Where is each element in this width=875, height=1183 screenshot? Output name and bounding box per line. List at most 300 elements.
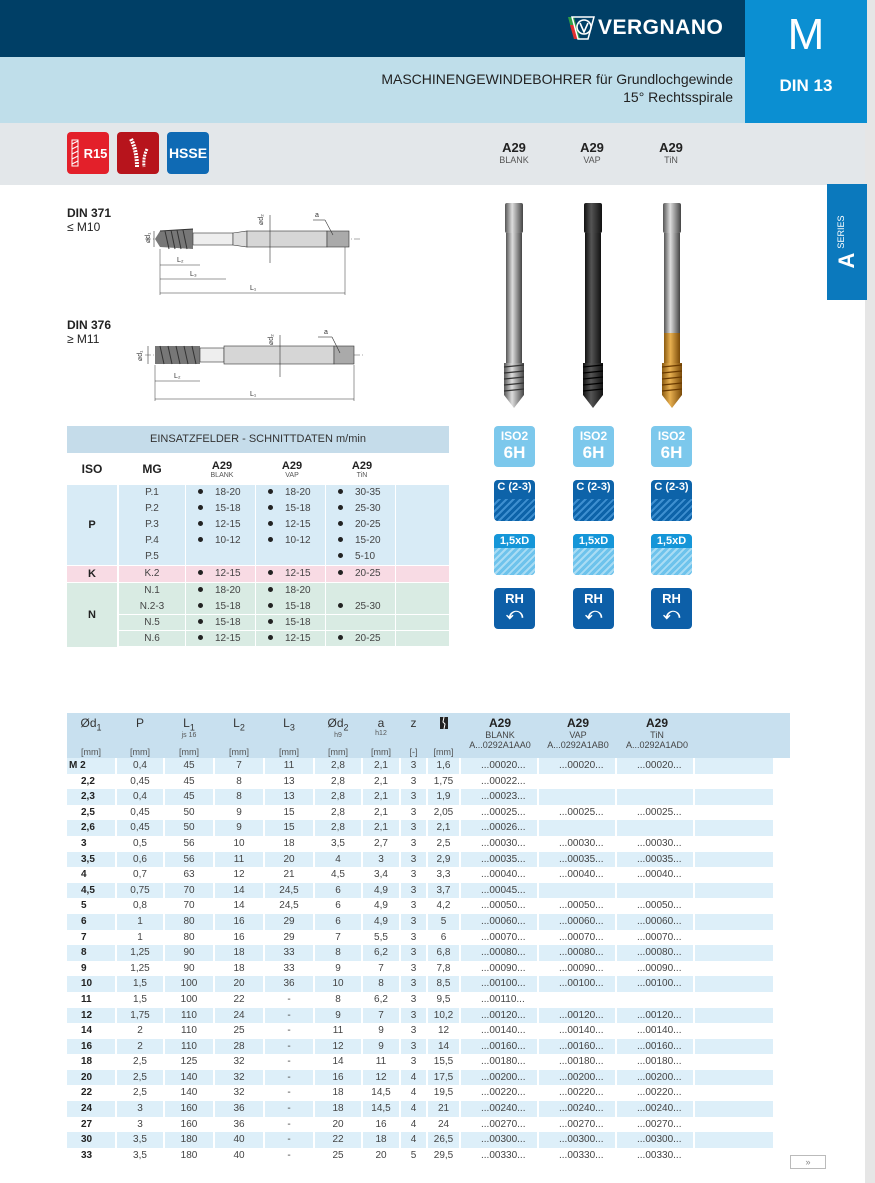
- dimension-value: 6,8: [428, 945, 459, 961]
- article-code-coating: VAP: [569, 730, 587, 740]
- dimension-value: 2,1: [374, 775, 388, 787]
- table-row: [67, 883, 790, 899]
- column-header: [401, 716, 426, 758]
- cutting-speed-value: 15-18: [285, 616, 311, 628]
- material-group: P.1: [119, 485, 185, 501]
- thread-size: 33: [81, 1149, 93, 1161]
- series-label: SERIES: [836, 215, 846, 249]
- article-code: ...00300...: [461, 1132, 537, 1148]
- table-row: [67, 1070, 790, 1086]
- article-code: [539, 883, 615, 899]
- dimension-value: 19,5: [433, 1087, 454, 1099]
- bullet-icon: [198, 635, 203, 640]
- bullet-icon: [198, 619, 203, 624]
- din-standard: DIN 371: [67, 206, 112, 220]
- column-unit: [mm]: [81, 747, 101, 757]
- dimension-value: 2,8: [331, 775, 345, 787]
- article-code: ...00110...: [481, 993, 525, 1005]
- cutting-data-title: EINSATZFELDER - SCHNITTDATEN m/min: [67, 426, 449, 453]
- dimension-value: 4: [401, 1132, 426, 1148]
- material-group: N.1: [119, 583, 185, 599]
- dimension-value: 3: [410, 806, 417, 818]
- dimension-value: 2: [137, 1025, 143, 1037]
- rotation-label: RH: [584, 591, 603, 606]
- article-code-header: [461, 716, 539, 750]
- dimension-value: 2,1: [363, 820, 399, 836]
- bullet-icon: [198, 537, 203, 542]
- cutting-data-row: [119, 631, 449, 647]
- dimension-value: 16: [375, 1118, 387, 1130]
- article-code: ...00220...: [559, 1087, 604, 1099]
- article-code: ...00050...: [559, 900, 604, 912]
- empty-cell: [695, 1070, 773, 1086]
- dimension-value: 12: [233, 869, 245, 881]
- svg-text:L₂: L₂: [174, 373, 181, 380]
- column-symbol-text: Ød: [327, 716, 344, 730]
- dimension-value: -: [265, 1039, 313, 1055]
- dimension-value: 3: [410, 1056, 417, 1068]
- dimension-value: 25: [233, 1025, 245, 1037]
- cutting-speed-cell: [186, 501, 255, 517]
- dimension-value: 10: [233, 837, 245, 849]
- dimension-value: 40: [233, 1149, 245, 1161]
- article-code: ...00025...: [481, 806, 526, 818]
- svg-text:⌀d₁: ⌀d₁: [145, 232, 152, 243]
- dimension-value: 14: [332, 1056, 344, 1068]
- column-symbol: [363, 716, 399, 730]
- thread-type-box: [745, 0, 867, 123]
- empty-cell: [396, 485, 449, 501]
- dimension-value: 4: [401, 1101, 426, 1117]
- column-header: [67, 716, 115, 758]
- column-unit: [mm]: [179, 747, 199, 757]
- coating-header-blank: [484, 140, 544, 165]
- article-code: ...00080...: [461, 945, 537, 961]
- article-code: ...00160...: [461, 1039, 537, 1055]
- dimension-value: 1: [137, 931, 143, 943]
- article-code: [617, 774, 693, 790]
- article-code: ...00050...: [481, 900, 526, 912]
- cutting-speed-value: 15-18: [215, 600, 241, 612]
- empty-cell: [396, 583, 449, 599]
- table-row: [67, 1085, 790, 1101]
- iso-group-label: K: [67, 566, 117, 582]
- bullet-icon: [268, 505, 273, 510]
- article-code: ...00330...: [559, 1149, 604, 1161]
- empty-cell: [695, 945, 773, 961]
- empty-cell: [396, 566, 449, 582]
- dimension-value: 80: [165, 914, 213, 930]
- empty-cell: [695, 1023, 773, 1039]
- cutting-data-header: [67, 453, 449, 485]
- dimension-value: 14: [233, 900, 245, 912]
- dimension-value: 4,9: [363, 883, 399, 899]
- tolerance-grade: 6H: [660, 443, 683, 462]
- coating-name: A29: [580, 140, 604, 155]
- dimension-value: 3: [410, 900, 417, 912]
- din376-label: [67, 318, 111, 346]
- article-code: ...00200...: [617, 1070, 693, 1086]
- table-row: [67, 976, 790, 992]
- column-unit: [mm]: [371, 747, 391, 757]
- empty-cell: [695, 867, 773, 883]
- tolerance-class: ISO2: [579, 429, 608, 443]
- dimension-value: 8: [215, 789, 263, 805]
- article-code: ...00060...: [539, 914, 615, 930]
- din376-technical-drawing: [130, 325, 370, 405]
- dimension-value: 18: [315, 1101, 361, 1117]
- dimension-value: 3: [410, 775, 417, 787]
- empty-cell: [695, 930, 773, 946]
- cutting-speed-cell: [186, 485, 255, 501]
- article-code: ...00300...: [617, 1132, 693, 1148]
- empty-cell: [695, 1085, 773, 1101]
- column-header: [215, 716, 263, 758]
- article-code: ...00050...: [637, 900, 682, 912]
- empty-cell: [695, 836, 773, 852]
- dimension-table-header: [67, 713, 790, 758]
- article-code: [617, 789, 693, 805]
- column-symbol-text: L: [283, 716, 290, 730]
- bullet-icon: [338, 570, 343, 575]
- coating-name: A29: [281, 459, 303, 472]
- dimension-value: 63: [183, 869, 195, 881]
- dimension-value: 80: [183, 931, 195, 943]
- dimension-value: 12: [437, 1025, 450, 1037]
- cutting-speed-value: 18-20: [285, 584, 311, 596]
- table-row: [67, 774, 790, 790]
- column-tolerance: js 16: [181, 732, 197, 740]
- dimension-value: 14: [428, 1039, 459, 1055]
- tolerance-iso2-6h-icon: [573, 426, 614, 467]
- empty-cell: [695, 1008, 773, 1024]
- din-standard: DIN 376: [67, 318, 112, 332]
- cutting-speed-value: 12-15: [215, 518, 241, 530]
- dimension-value: 3,5: [331, 837, 345, 849]
- column-unit: [mm]: [433, 747, 454, 757]
- material-group: P.2: [119, 501, 185, 517]
- dimension-value: 15: [283, 806, 295, 818]
- cutting-speed-value: 12-15: [215, 567, 241, 579]
- dimension-value: 29,5: [433, 1149, 454, 1161]
- tolerance-grade: 6H: [503, 443, 526, 462]
- dimension-value: 3: [410, 993, 417, 1005]
- article-code: ...00140...: [481, 1025, 526, 1037]
- dimension-value: 1,75: [117, 1008, 163, 1024]
- dimension-value: 0,45: [130, 806, 150, 818]
- material-group: N.2-3: [119, 599, 185, 615]
- material-group: N.5: [119, 615, 185, 631]
- dimension-value: 2,8: [315, 820, 361, 836]
- article-code: ...00020...: [539, 758, 615, 774]
- column-symbol-text: z: [410, 716, 417, 730]
- coating-type: BLANK: [210, 471, 234, 479]
- bullet-icon: [268, 587, 273, 592]
- bullet-icon: [198, 489, 203, 494]
- dimension-value: 45: [183, 775, 195, 787]
- material-hsse-icon: [167, 132, 209, 174]
- dimension-value: 5,5: [374, 931, 388, 943]
- table-row: [67, 945, 790, 961]
- dimension-value: -: [265, 1132, 313, 1148]
- dimension-value: 18: [233, 962, 245, 974]
- cutting-speed-cell: [256, 549, 325, 565]
- dimension-value: 7: [363, 1008, 399, 1024]
- table-row: [67, 1008, 790, 1024]
- empty-cell: [396, 599, 449, 615]
- dimension-value: 110: [165, 1008, 213, 1024]
- dimension-value: 1,5: [133, 993, 147, 1005]
- dimension-value: 5: [410, 1149, 417, 1161]
- coating-name: A29: [502, 140, 526, 155]
- thread-size: M 2: [67, 758, 115, 774]
- empty-cell: [695, 758, 773, 774]
- empty-cell: [695, 1117, 773, 1133]
- col-coating-vap: [257, 460, 327, 479]
- bullet-icon: [338, 635, 343, 640]
- thread-size: 30: [67, 1132, 115, 1148]
- dimension-value: 3: [401, 789, 426, 805]
- article-code: ...00040...: [481, 869, 526, 881]
- empty-cell: [695, 1101, 773, 1117]
- svg-text:L₁: L₁: [250, 391, 257, 398]
- bullet-icon: [268, 635, 273, 640]
- cutting-speed-cell: [186, 549, 255, 565]
- cutting-speed-value: 20-25: [355, 632, 381, 644]
- empty-cell: [396, 549, 449, 565]
- dimension-value: 110: [165, 1039, 213, 1055]
- dimension-value: 3: [410, 869, 417, 881]
- article-code: ...00120...: [461, 1008, 537, 1024]
- table-row: [67, 930, 790, 946]
- article-code: ...00090...: [559, 962, 604, 974]
- depth-label: 1,5xD: [494, 534, 535, 548]
- coating-type: TiN: [664, 155, 678, 165]
- article-code: ...00090...: [637, 962, 682, 974]
- empty-cell: [695, 820, 773, 836]
- thread-size: 16: [67, 1039, 115, 1055]
- page-edge: [865, 0, 875, 1183]
- column-header: [265, 716, 313, 758]
- table-row: [67, 1132, 790, 1148]
- coating-header-tin: [641, 140, 701, 165]
- bullet-icon: [268, 619, 273, 624]
- dimension-value: 14,5: [363, 1101, 399, 1117]
- empty-cell: [695, 1132, 773, 1148]
- dimension-value: 24: [437, 1118, 450, 1130]
- svg-text:a: a: [324, 329, 328, 336]
- cutting-data-row: [119, 517, 449, 533]
- column-symbol-text: L: [233, 716, 240, 730]
- dimension-value: 9,5: [436, 993, 451, 1005]
- article-code: ...00220...: [637, 1087, 682, 1099]
- dimension-value: 20: [375, 1149, 387, 1161]
- dimension-value: -: [287, 1025, 291, 1037]
- tolerance-class: ISO2: [657, 429, 686, 443]
- cutting-data-table: [67, 426, 449, 648]
- cutting-speed-value: 12-15: [285, 632, 311, 644]
- article-code: ...00120...: [539, 1008, 615, 1024]
- material-label: HSSE: [168, 145, 208, 161]
- material-group: P.4: [119, 533, 185, 549]
- dimension-value: 3: [401, 820, 426, 836]
- cutting-speed-cell: [186, 533, 255, 549]
- article-code: ...00240...: [461, 1101, 537, 1117]
- article-code: ...00160...: [539, 1039, 615, 1055]
- dimension-value: 4,9: [374, 900, 388, 912]
- dimension-value: 8: [315, 945, 361, 961]
- svg-text:a: a: [315, 212, 319, 219]
- series-tab[interactable]: [827, 184, 867, 300]
- dimension-value: 110: [181, 1025, 197, 1037]
- rotation-arrow-icon: ⤺: [584, 606, 603, 623]
- dimension-value: 2,5: [133, 1087, 147, 1099]
- table-row: [67, 867, 790, 883]
- article-code: ...00090...: [481, 962, 526, 974]
- dimension-value: 8: [335, 993, 341, 1005]
- dimension-value: 29: [265, 914, 313, 930]
- svg-text:⌀d₂: ⌀d₂: [258, 214, 265, 225]
- dimension-value: 1,25: [130, 962, 150, 974]
- empty-cell: [396, 501, 449, 517]
- table-row: [67, 789, 790, 805]
- cutting-speed-cell: [256, 517, 325, 533]
- article-code: ...00022...: [481, 775, 526, 787]
- dimension-value: 3: [401, 914, 426, 930]
- article-code: ...00180...: [559, 1056, 604, 1068]
- dimension-value: 0,4: [117, 758, 163, 774]
- dimension-value: 0,4: [117, 789, 163, 805]
- column-symbol: [315, 716, 361, 732]
- bullet-icon: [268, 603, 273, 608]
- dimension-value: 8: [363, 976, 399, 992]
- tap-image-tin: [661, 203, 683, 408]
- dimension-value: 16: [215, 914, 263, 930]
- dimension-value: 25: [332, 1149, 344, 1161]
- dimension-value: -: [265, 1008, 313, 1024]
- thread-size: 3: [81, 837, 87, 849]
- column-symbol: [215, 716, 263, 732]
- table-row: [67, 961, 790, 977]
- coating-type: BLANK: [499, 155, 529, 165]
- empty-cell: [695, 1039, 773, 1055]
- cutting-data-row: [119, 549, 449, 565]
- bullet-icon: [198, 587, 203, 592]
- dimension-value: 3: [363, 852, 399, 868]
- column-unit: [mm]: [279, 747, 299, 757]
- thread-size: 6: [67, 914, 115, 930]
- dimension-value: 22: [233, 993, 245, 1005]
- empty-cell: [695, 992, 773, 1008]
- dimension-value: 4: [315, 852, 361, 868]
- dimension-value: 3: [401, 945, 426, 961]
- dimension-value: 2,9: [428, 852, 459, 868]
- dimension-value: 14: [215, 883, 263, 899]
- cutting-speed-value: 15-18: [215, 616, 241, 628]
- cutting-speed-cell: [326, 566, 395, 582]
- dimension-value: 4: [401, 1070, 426, 1086]
- dimension-value: 50: [165, 820, 213, 836]
- rotation-arrow-icon: ⤺: [662, 606, 681, 623]
- column-unit: [mm]: [229, 747, 249, 757]
- cutting-data-row: [119, 533, 449, 549]
- article-code: ...00100...: [539, 976, 615, 992]
- article-code: ...00180...: [481, 1056, 526, 1068]
- dimension-value: 160: [180, 1118, 198, 1130]
- dimension-value: 2,7: [374, 837, 388, 849]
- dimension-value: 2,5: [436, 837, 451, 849]
- dimension-value: 15,5: [433, 1056, 454, 1068]
- bullet-icon: [338, 553, 343, 558]
- article-code-code: A...0292A1AA0: [469, 740, 531, 750]
- thread-size: 24: [67, 1101, 115, 1117]
- table-row: [67, 1054, 790, 1070]
- dimension-value: 20: [215, 976, 263, 992]
- thread-size: 2,2: [81, 775, 95, 787]
- next-page-button[interactable]: »: [790, 1155, 826, 1169]
- article-code-code: A...0292A1AB0: [547, 740, 609, 750]
- article-code: [539, 992, 615, 1008]
- iso-group-p: [67, 485, 449, 565]
- article-code-header: [539, 716, 617, 750]
- dimension-value: 17,5: [428, 1070, 459, 1086]
- column-header: [117, 716, 163, 758]
- product-title: MASCHINENGEWINDEBOHRER für Grundlochgewinde: [381, 71, 733, 87]
- dimension-value: 36: [265, 976, 313, 992]
- svg-text:⌀d₁: ⌀d₁: [137, 350, 144, 361]
- dimension-value: 6: [440, 931, 447, 943]
- bullet-icon: [198, 521, 203, 526]
- column-symbol: [67, 716, 115, 732]
- dimension-value: 16: [315, 1070, 361, 1086]
- table-row: [67, 820, 790, 836]
- article-code: ...00040...: [559, 869, 604, 881]
- dimension-table-body: [67, 758, 790, 1163]
- cutting-speed-cell: [256, 599, 325, 615]
- dimension-value: 10: [315, 976, 361, 992]
- column-symbol-text: a: [377, 716, 385, 730]
- column-subscript: 2: [343, 722, 349, 733]
- article-code: ...00080...: [539, 945, 615, 961]
- thread-size: 10: [67, 976, 115, 992]
- standard-label: DIN 13: [779, 76, 833, 95]
- dimension-value: 1,5: [117, 976, 163, 992]
- cutting-speed-value: 30-35: [355, 487, 381, 498]
- cutting-speed-cell: [326, 549, 395, 565]
- cutting-speed-value: 10-12: [215, 534, 241, 546]
- thread-size: 12: [67, 1008, 115, 1024]
- brand-name: VERGNANO: [598, 16, 724, 39]
- article-code: ...00040...: [637, 869, 682, 881]
- cutting-speed-cell: [326, 599, 395, 615]
- cutting-speed-cell: [256, 501, 325, 517]
- dimension-value: 10,2: [428, 1008, 459, 1024]
- thread-depth-icon: [651, 534, 692, 575]
- empty-cell: [695, 1148, 773, 1164]
- dimension-value: 2,1: [363, 758, 399, 774]
- dimension-value: -: [287, 993, 291, 1005]
- rotation-label: RH: [505, 591, 524, 606]
- column-header: [428, 716, 459, 758]
- bullet-icon: [338, 489, 343, 494]
- depth-label: 1,5xD: [573, 534, 614, 548]
- thread-size: 4,5: [67, 883, 115, 899]
- bullet-icon: [338, 603, 343, 608]
- dimension-value: 9: [215, 820, 263, 836]
- article-code: ...00240...: [617, 1101, 693, 1117]
- thread-size: 7: [81, 931, 87, 943]
- bullet-icon: [198, 505, 203, 510]
